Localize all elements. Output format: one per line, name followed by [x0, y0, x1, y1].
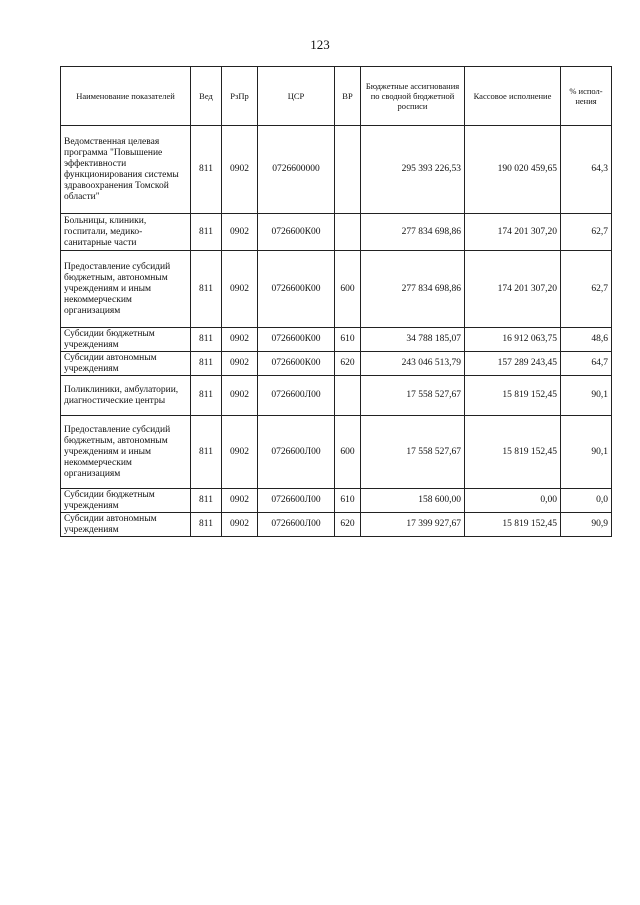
table-row: [61, 328, 612, 352]
row-name: Субсидии бюджетным учреждениям: [61, 489, 191, 513]
row-budget: 158 600,00: [361, 489, 465, 513]
row-cash: 174 201 307,20: [465, 214, 561, 251]
row-rzpr: 0902: [222, 416, 258, 489]
row-name: Ведомственная целевая программа "Повышение эффективности функционирования системы здравоохранения Томской области": [61, 126, 191, 214]
row-ved: 811: [191, 376, 222, 416]
row-csr: 0726600К00: [258, 214, 335, 251]
row-vr: 610: [335, 328, 361, 352]
table-row: [61, 376, 612, 416]
row-rzpr: 0902: [222, 376, 258, 416]
row-percent: 64,7: [561, 352, 612, 376]
row-ved: 811: [191, 126, 222, 214]
row-vr: 620: [335, 352, 361, 376]
row-ved: 811: [191, 352, 222, 376]
row-cash: 16 912 063,75: [465, 328, 561, 352]
page-number: 123: [310, 37, 330, 52]
row-name: Предоставление субсидий бюджетным, автономным учреждениям и иным некоммерческим организациям: [61, 251, 191, 328]
header-vr: ВР: [335, 67, 361, 126]
row-percent: 64,3: [561, 126, 612, 214]
row-name: Субсидии автономным учреждениям: [61, 513, 191, 537]
row-csr: 0726600000: [258, 126, 335, 214]
row-vr: 610: [335, 489, 361, 513]
row-ved: 811: [191, 328, 222, 352]
row-vr: [335, 376, 361, 416]
row-percent: 62,7: [561, 214, 612, 251]
row-csr: 0726600Л00: [258, 376, 335, 416]
row-budget: 17 558 527,67: [361, 416, 465, 489]
row-name: Поликлиники, амбулатории, диагностические центры: [61, 376, 191, 416]
row-vr: [335, 126, 361, 214]
table-row: [61, 416, 612, 489]
row-budget: 277 834 698,86: [361, 214, 465, 251]
row-cash: 174 201 307,20: [465, 251, 561, 328]
table-row: [61, 214, 612, 251]
row-csr: 0726600Л00: [258, 513, 335, 537]
row-budget: 17 558 527,67: [361, 376, 465, 416]
row-percent: 90,1: [561, 376, 612, 416]
row-cash: 15 819 152,45: [465, 376, 561, 416]
row-percent: 48,6: [561, 328, 612, 352]
row-rzpr: 0902: [222, 328, 258, 352]
row-vr: [335, 214, 361, 251]
row-rzpr: 0902: [222, 214, 258, 251]
header-ved: Вед: [191, 67, 222, 126]
row-csr: 0726600К00: [258, 328, 335, 352]
row-ved: 811: [191, 251, 222, 328]
header-rzpr: РзПр: [222, 67, 258, 126]
row-budget: 277 834 698,86: [361, 251, 465, 328]
row-rzpr: 0902: [222, 489, 258, 513]
row-budget: 34 788 185,07: [361, 328, 465, 352]
row-vr: 600: [335, 251, 361, 328]
row-name: Предоставление субсидий бюджетным, автономным учреждениям и иным некоммерческим организациям: [61, 416, 191, 489]
row-cash: 190 020 459,65: [465, 126, 561, 214]
row-cash: 15 819 152,45: [465, 416, 561, 489]
row-rzpr: 0902: [222, 251, 258, 328]
row-percent: 0,0: [561, 489, 612, 513]
row-cash: 0,00: [465, 489, 561, 513]
header-csr: ЦСР: [258, 67, 335, 126]
row-budget: 17 399 927,67: [361, 513, 465, 537]
row-percent: 90,1: [561, 416, 612, 489]
row-name: Субсидии бюджетным учреждениям: [61, 328, 191, 352]
header-percent: % испол-нения: [561, 67, 612, 126]
row-rzpr: 0902: [222, 352, 258, 376]
row-percent: 62,7: [561, 251, 612, 328]
table-row: [61, 126, 612, 214]
row-ved: 811: [191, 416, 222, 489]
table-row: [61, 489, 612, 513]
row-vr: 620: [335, 513, 361, 537]
header-name: Наименование показателей: [61, 67, 191, 126]
budget-table: [60, 66, 612, 537]
table-header-row: [61, 67, 612, 126]
row-rzpr: 0902: [222, 513, 258, 537]
row-csr: 0726600К00: [258, 251, 335, 328]
row-ved: 811: [191, 489, 222, 513]
row-ved: 811: [191, 214, 222, 251]
row-csr: 0726600Л00: [258, 416, 335, 489]
row-ved: 811: [191, 513, 222, 537]
row-percent: 90,9: [561, 513, 612, 537]
row-vr: 600: [335, 416, 361, 489]
row-cash: 157 289 243,45: [465, 352, 561, 376]
row-budget: 243 046 513,79: [361, 352, 465, 376]
table-row: [61, 251, 612, 328]
row-rzpr: 0902: [222, 126, 258, 214]
row-name: Больницы, клиники, госпитали, медико-санитарные части: [61, 214, 191, 251]
header-budget: Бюджетные ассигнования по сводной бюджетной росписи: [361, 67, 465, 126]
table-row: [61, 352, 612, 376]
header-cash: Кассовое исполнение: [465, 67, 561, 126]
row-cash: 15 819 152,45: [465, 513, 561, 537]
table-row: [61, 513, 612, 537]
row-budget: 295 393 226,53: [361, 126, 465, 214]
row-csr: 0726600К00: [258, 352, 335, 376]
row-csr: 0726600Л00: [258, 489, 335, 513]
row-name: Субсидии автономным учреждениям: [61, 352, 191, 376]
